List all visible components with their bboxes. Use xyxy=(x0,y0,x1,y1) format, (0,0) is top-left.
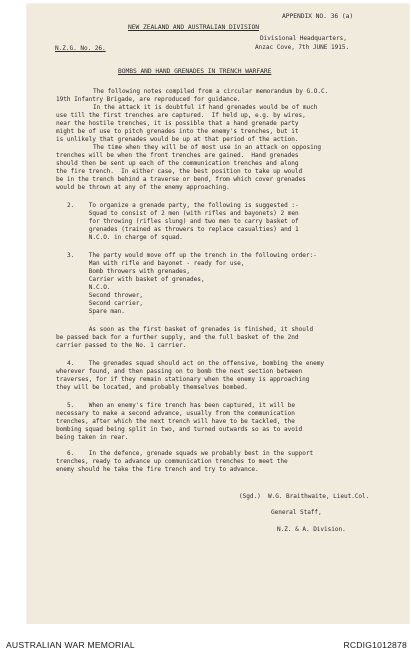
paragraph-3-line: Man with rifle and bayonet - ready for use, xyxy=(67,260,245,267)
paragraph-2-line: for throwing (rifles slung) and two men to carry basket of xyxy=(67,218,299,225)
paragraph-3-line: Carrier with basket of grenades, xyxy=(67,276,205,283)
archive-id: RCDIG1012878 xyxy=(343,640,407,650)
archive-footer xyxy=(0,624,411,654)
intro-line: The time when they will be of most use in an attack on opposing xyxy=(93,144,321,151)
paragraph-3b-line: As soon as the first basket of grenades is finished, it should xyxy=(67,326,314,333)
document-title: BOMBS AND HAND GRENADES IN TRENCH WARFARE xyxy=(118,68,272,75)
paragraph-5-line: necessary to make a second advance, usually from the communication xyxy=(56,410,295,417)
paragraph-4-line: 4. The grenades squad should act on the offensive, bombing the enemy xyxy=(67,360,324,367)
intro-line: be in the trench behind a traverse or bend, from which cover grenades xyxy=(56,176,306,183)
organization-title: NEW ZEALAND AND AUSTRALIAN DIVISION xyxy=(128,24,259,31)
document-page xyxy=(27,4,409,624)
signature-line: (Sgd.) W.G. Braithwaite, Lieut.Col. xyxy=(239,493,370,500)
paragraph-5-line: trenches, after which the next trench will have to be tackled, the xyxy=(56,418,295,425)
intro-line: should then be sent up each of the communication trenches and along xyxy=(56,160,299,167)
intro-line: 19th Infantry Brigade, are reproduced for guidance. xyxy=(56,96,241,103)
paragraph-5-line: being taken in rear. xyxy=(56,434,129,441)
paragraph-3-line: Spare man. xyxy=(67,308,125,315)
paragraph-3b-line: be passed back for a further supply, and the full basket of the 2nd xyxy=(56,334,299,341)
paragraph-3-line: Bomb throwers with grenades, xyxy=(67,268,191,275)
paragraph-6-line: 6. In the defence, grenade squads we probably best in the support xyxy=(67,450,314,457)
hq-line-2: Anzac Cove, 7th JUNE 1915. xyxy=(255,44,350,51)
paragraph-2-line: grenades (trained as throwers to replace casualties) and 1 xyxy=(67,226,299,233)
intro-line: The following notes compiled from a circular memorandum by G.O.C. xyxy=(93,88,329,95)
paragraph-5-line: 5. When an enemy's fire trench has been captured, it will be xyxy=(67,402,295,409)
signature-division: N.Z. & A. Division. xyxy=(277,526,346,533)
intro-line: near the hostile trenches, it is possible that a hand grenade party xyxy=(56,120,299,127)
signature-title: General Staff, xyxy=(271,509,322,516)
intro-line: would be thrown at any of the enemy approaching. xyxy=(56,184,230,191)
paragraph-3b-line: carrier passed to the No. 1 carrier. xyxy=(56,342,187,349)
hq-line-1: Divisional Headquarters, xyxy=(260,35,347,42)
archive-name: AUSTRALIAN WAR MEMORIAL xyxy=(6,640,135,650)
paragraph-3-line: N.C.O. xyxy=(67,284,111,291)
paragraph-4-line: wherever found, and then passing on to bomb the next section between xyxy=(56,368,303,375)
paragraph-5-line: bombing squad being split in two, and turned outwards so as to avoid xyxy=(56,426,303,433)
intro-line: the fire trench. In either case, the best position to take up would xyxy=(56,168,303,175)
paragraph-6-line: enemy should he take the fire trench and try to advance. xyxy=(56,466,259,473)
paragraph-3-line: Second thrower, xyxy=(67,292,143,299)
intro-line: In the attack it is doubtful if hand grenades would be of much xyxy=(93,104,318,111)
paragraph-4-line: traverses, for if they remain stationary when the enemy is approaching xyxy=(56,376,310,383)
intro-line: trenches will be when the front trenches are gained. Hand grenades xyxy=(56,152,299,159)
paragraph-3-line: Second carrier, xyxy=(67,300,143,307)
paragraph-2-line: 2. To organize a grenade party, the following is suggested :- xyxy=(67,202,299,209)
paragraph-4-line: they will be located, and probably themselves bombed. xyxy=(56,384,248,391)
paragraph-2-line: N.C.O. in charge of squad. xyxy=(67,234,183,241)
intro-line: use till the first trenches are captured. If held up, e.g. by wires, xyxy=(56,112,306,119)
paragraph-3-line: 3. The party would move off up the trench in the following order:- xyxy=(67,252,317,259)
intro-line: might be of use to pitch grenades into the enemy's trenches, but it xyxy=(56,128,299,135)
reference-number: N.Z.G. No. 26. xyxy=(55,45,106,52)
intro-line: is unlikely that grenades would be up at that period of the action. xyxy=(56,136,299,143)
appendix-number: APPENDIX NO. 36 (a) xyxy=(282,13,354,20)
paragraph-6-line: trenches, ready to advance up communication trenches to meet the xyxy=(56,458,288,465)
paragraph-2-line: Squad to consist of 2 men (with rifles and bayonets) 2 men xyxy=(67,210,299,217)
